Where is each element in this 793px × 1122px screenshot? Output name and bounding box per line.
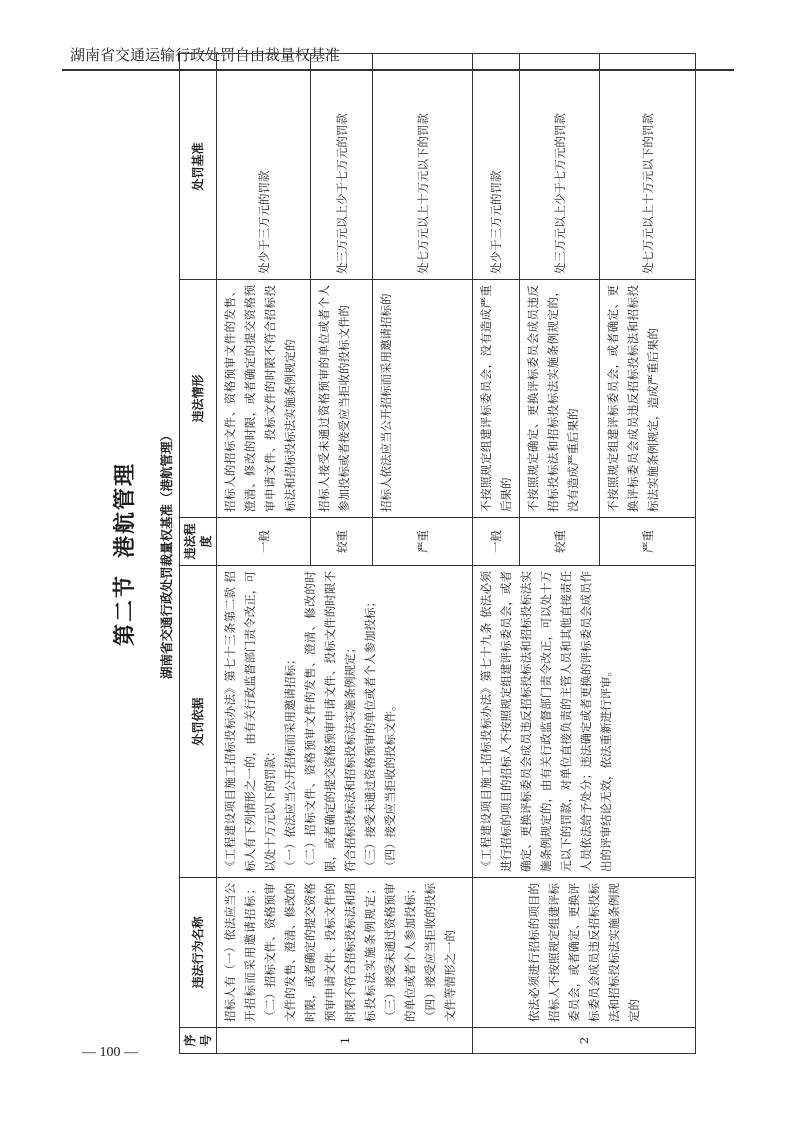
header-degree: 违法程度 — [180, 518, 217, 566]
row-circumstance: 招标人接受未通过资格预审的单位或者个人参加投标或者接受应当拒收的投标文件的 — [311, 280, 373, 518]
penalty-table — [179, 53, 696, 1054]
basis-line: （二）招标文件、资格预审文件的发售、澄清、修改的时限，或者确定的提交资格预审申请文件、投标文件的时限不符合招标投标法和招标投标法实施条例规定； — [303, 571, 357, 872]
row-standard: 处少于三万元的罚款 — [217, 54, 311, 280]
row-basis — [473, 566, 696, 878]
section-name: 港航管理 — [112, 461, 138, 558]
basis-line: 《工程建设项目施工招标投标办法》第七十九条 依法必须进行招标的项目的招标人不按照规定组建评标委员会，或者确定、更换评标委员会成员违反招标投标法和招标投标法实施条例规定的，由有关行政监督部门责令改正，可以处十万元以下的罚款，对单位直接负责的主管人员和其他直接责任人员依法给予处分；违法确定或者更换的评标委员会成员作出的评审结论无效，依法重新进行评审。 — [479, 571, 613, 872]
row-circumstance: 不按照规定确定、更换评标委员会成员违反招标投标法和招标投标法实施条例规定的，没有造成严重后果的 — [520, 280, 600, 518]
row-circumstance: 不按照规定组建评标委员会，没有造成严重后果的 — [473, 280, 520, 518]
row-basis — [217, 566, 473, 878]
row-standard: 处七万元以上十万元以下的罚款 — [600, 54, 696, 280]
section-title — [111, 54, 139, 1054]
running-header: 湖南省交通运输行政处罚自由裁量权基准 — [70, 46, 341, 64]
row-behavior: 招标人有（一）依法应当公开招标而采用邀请招标；（二）招标文件、资格预审文件的发售、澄清、修改的时限，或者确定的提交资格预审申请文件、投标文件的时限不符合招标投标法和招标投标法实施条例规定；（三）接受未通过资格预审的单位或者个人参加投标；（四）接受应当拒收的投标文件等情形之一的 — [217, 878, 473, 1028]
row-degree: 较重 — [520, 518, 600, 566]
row-degree: 一般 — [473, 518, 520, 566]
basis-line: （四）接受应当拒收的投标文件。 — [383, 699, 397, 872]
section-number: 第二节 — [112, 574, 138, 647]
table-header-row — [180, 54, 217, 1054]
row-behavior: 依法必须进行招标的项目的招标人不按照规定组建评标委员会，或者确定、更换评标委员会成员违反招标投标法和招标投标法实施条例规定的 — [473, 878, 696, 1028]
row-standard: 处三万元以上少于七万元的罚款 — [311, 54, 373, 280]
header-seq: 序号 — [180, 1028, 217, 1054]
basis-line: （三）接受未通过资格预审的单位或者个人参加投标； — [363, 596, 377, 872]
row-degree: 较重 — [311, 518, 373, 566]
row-standard: 处三万元以上少于七万元的罚款 — [520, 54, 600, 280]
header-basis: 处罚依据 — [180, 566, 217, 878]
table-row — [473, 54, 520, 1054]
row-seq: 1 — [217, 1028, 473, 1054]
row-circumstance: 不按照规定组建评标委员会，或者确定、更换评标委员会成员违反招标投标法和招标投标法实施条例规定，造成严重后果的 — [600, 280, 696, 518]
row-seq: 2 — [473, 1028, 696, 1054]
row-degree: 严重 — [373, 518, 473, 566]
row-circumstance: 招标人依法应当公开招标而采用邀请招标的 — [373, 280, 473, 518]
row-degree: 一般 — [217, 518, 311, 566]
rotated-content — [111, 54, 731, 1054]
row-standard: 处少于三万元的罚款 — [473, 54, 520, 280]
page-number: — 100 — — [82, 1045, 138, 1060]
header-circumstance: 违法情形 — [180, 280, 217, 518]
header-behavior: 违法行为名称 — [180, 878, 217, 1028]
row-standard: 处七万元以上十万元以下的罚款 — [373, 54, 473, 280]
row-degree: 严重 — [600, 518, 696, 566]
header-standard: 处罚基准 — [180, 54, 217, 280]
basis-line: （一）依法应当公开招标而采用邀请招标； — [283, 653, 297, 872]
basis-line: 《工程建设项目施工招标投标办法》第七十三条第二款 招标人有下列情形之一的，由有关行政监督部门责令改正，可以处十万元以下的罚款： — [223, 571, 277, 872]
row-circumstance: 招标人的招标文件、资格预审文件的发售、澄清、修改的时限，或者确定的提交资格预审申请文件、投标文件的时限不符合招标投标法和招标投标法实施条例规定的 — [217, 280, 311, 518]
table-row — [217, 54, 311, 1054]
table-title: 湖南省交通行政处罚裁量权基准（港航管理） — [159, 429, 174, 680]
